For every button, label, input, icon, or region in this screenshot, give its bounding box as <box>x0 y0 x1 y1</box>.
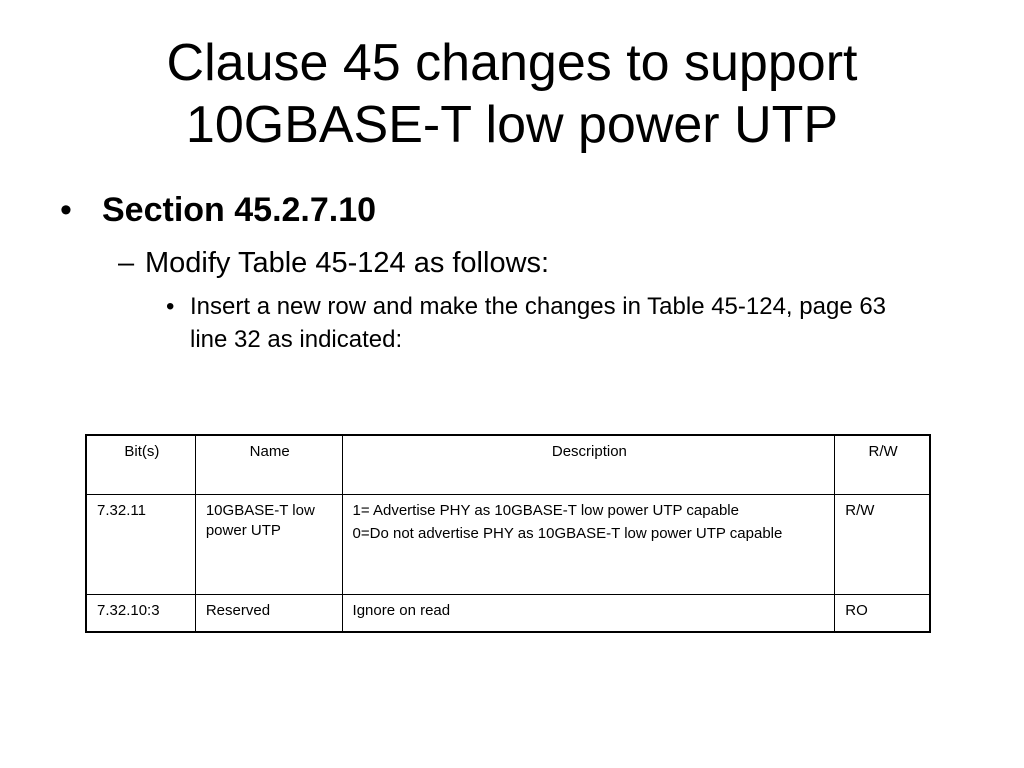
header-rw: R/W <box>835 435 930 495</box>
bullet-text: Insert a new row and make the changes in Table 45-124, page 63 line 32 as indicated: <box>190 293 887 353</box>
table-header-row <box>86 435 930 495</box>
title-line-1: Clause 45 changes to support <box>166 34 858 92</box>
cell-name: 10GBASE-T low power UTP <box>195 495 342 595</box>
description-line: 0=Do not advertise PHY as 10GBASE-T low power UTP capable <box>352 525 783 542</box>
slide-title <box>0 32 1024 156</box>
description-line: 1= Advertise PHY as 10GBASE-T low power UTP capable <box>352 502 739 519</box>
bullet-marker: • <box>60 191 72 229</box>
cell-bits: 7.32.10:3 <box>86 595 195 633</box>
cell-description <box>342 495 835 595</box>
bullet-level-1 <box>60 188 376 232</box>
cell-rw: RO <box>835 595 930 633</box>
header-bits: Bit(s) <box>86 435 195 495</box>
dash-marker: – <box>118 247 135 279</box>
bullet-level-3 <box>166 290 926 356</box>
cell-name: Reserved <box>195 595 342 633</box>
cell-rw: R/W <box>835 495 930 595</box>
header-name: Name <box>195 435 342 495</box>
bullet-level-2 <box>118 244 549 282</box>
register-table <box>85 434 931 633</box>
bullet-text: Section 45.2.7.10 <box>102 191 377 229</box>
table-row <box>86 595 930 633</box>
bullet-text: Modify Table 45-124 as follows: <box>145 247 550 279</box>
description-line: Ignore on read <box>352 602 451 619</box>
cell-description <box>342 595 835 633</box>
bullet-marker: • <box>166 293 175 320</box>
table-row <box>86 495 930 595</box>
title-line-2: 10GBASE-T low power UTP <box>185 96 839 154</box>
cell-bits: 7.32.11 <box>86 495 195 595</box>
header-description: Description <box>342 435 835 495</box>
